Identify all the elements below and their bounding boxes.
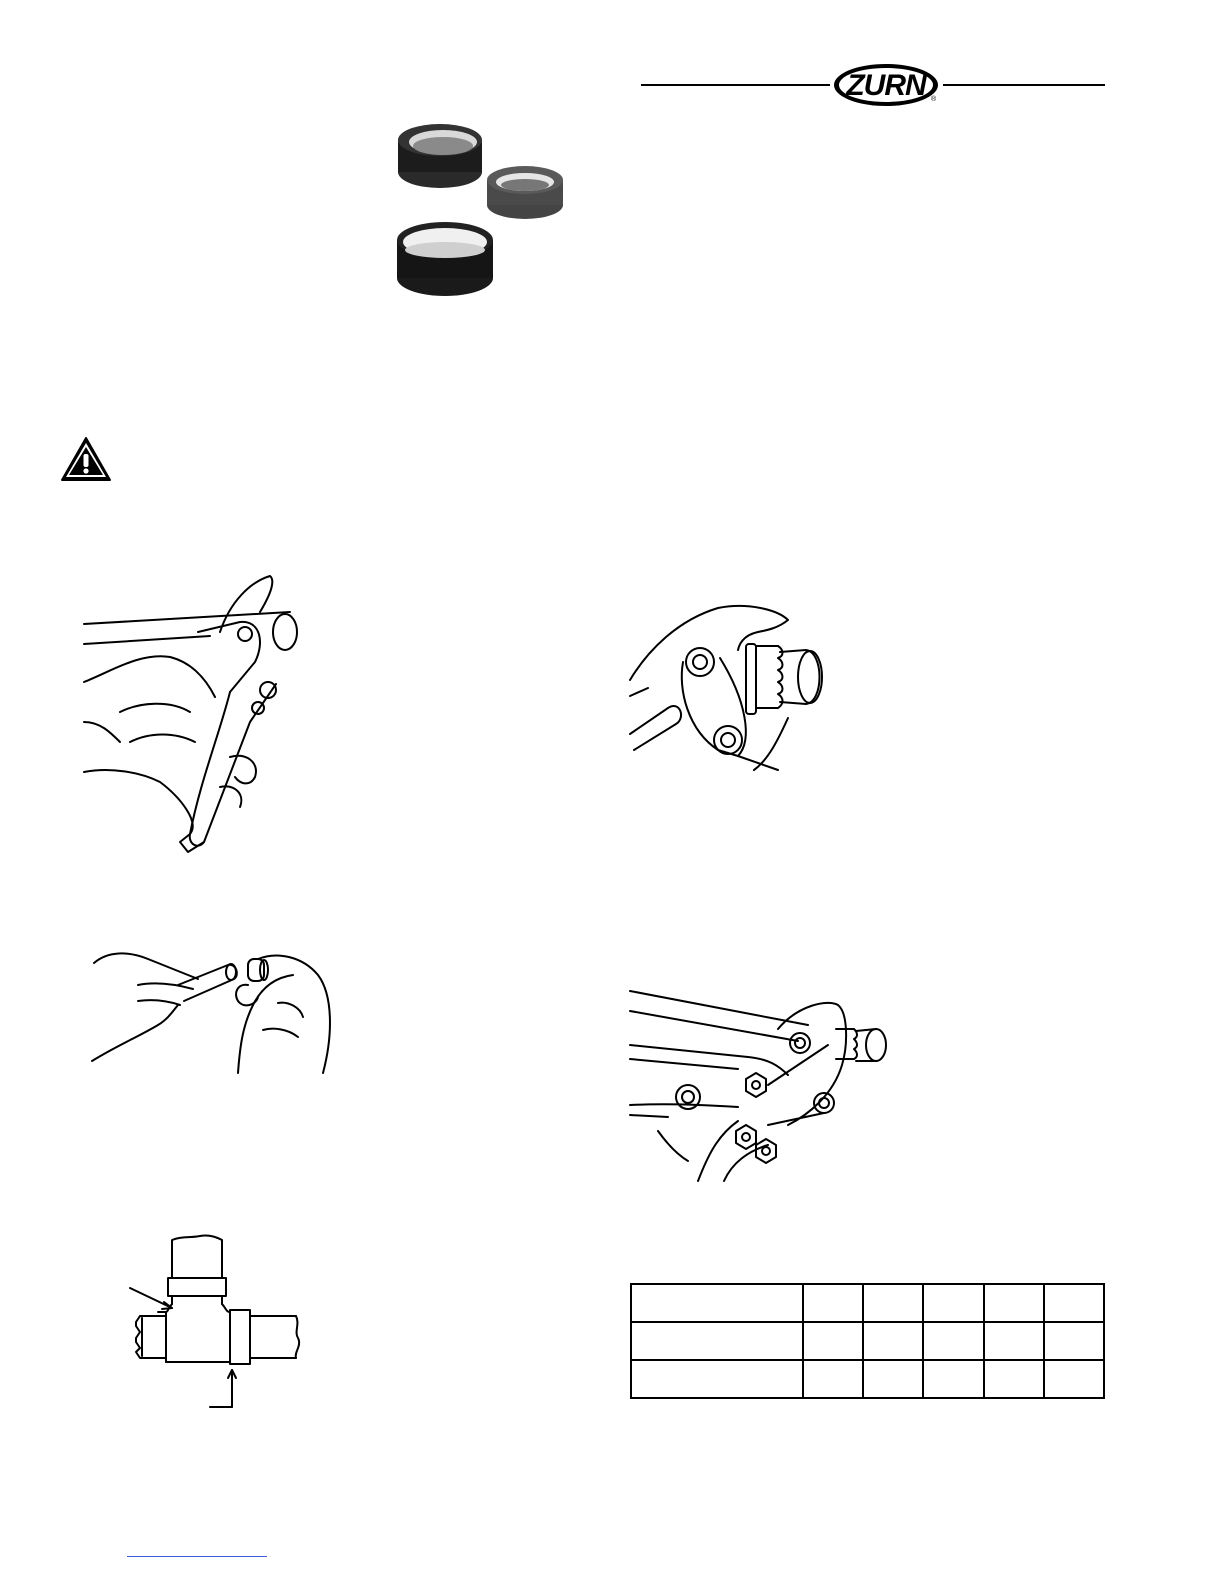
crimp-ring-top bbox=[398, 124, 482, 188]
crimp-ring-right bbox=[487, 166, 563, 219]
table-cell bbox=[863, 1360, 923, 1398]
tubing-and-ring-illustration bbox=[88, 945, 336, 1075]
table-cell bbox=[984, 1322, 1044, 1360]
logo-wordmark: ZURN bbox=[846, 69, 926, 102]
table-cell bbox=[803, 1360, 863, 1398]
table-cell bbox=[631, 1360, 803, 1398]
table-cell bbox=[863, 1284, 923, 1322]
table-cell bbox=[923, 1360, 983, 1398]
table-row bbox=[631, 1360, 1104, 1398]
crimp-tool-jaw-illustration bbox=[628, 600, 828, 772]
table-cell bbox=[923, 1322, 983, 1360]
table-cell bbox=[631, 1322, 803, 1360]
table-cell bbox=[1044, 1284, 1104, 1322]
pipe-cutter-illustration bbox=[80, 572, 310, 857]
warning-triangle-icon bbox=[60, 436, 112, 482]
table-cell bbox=[984, 1360, 1044, 1398]
zurn-logo bbox=[832, 60, 940, 110]
table-row bbox=[631, 1284, 1104, 1322]
footer-link[interactable] bbox=[127, 1556, 267, 1557]
table-cell bbox=[984, 1284, 1044, 1322]
crimp-rings-photo bbox=[385, 110, 585, 305]
logo-registered-mark: ® bbox=[931, 96, 937, 103]
table-row bbox=[631, 1322, 1104, 1360]
table-cell bbox=[1044, 1322, 1104, 1360]
tee-fitting-diagram bbox=[110, 1232, 330, 1417]
crimp-tool-illustration bbox=[628, 985, 890, 1185]
crimp-ring-bottom bbox=[397, 222, 493, 296]
size-chart-table bbox=[630, 1283, 1105, 1399]
table-cell bbox=[1044, 1360, 1104, 1398]
table-cell bbox=[803, 1284, 863, 1322]
table-cell bbox=[863, 1322, 923, 1360]
header-rule-left bbox=[641, 84, 830, 86]
header-rule-right bbox=[943, 84, 1105, 86]
table-cell bbox=[923, 1284, 983, 1322]
table-cell bbox=[631, 1284, 803, 1322]
table-cell bbox=[803, 1322, 863, 1360]
